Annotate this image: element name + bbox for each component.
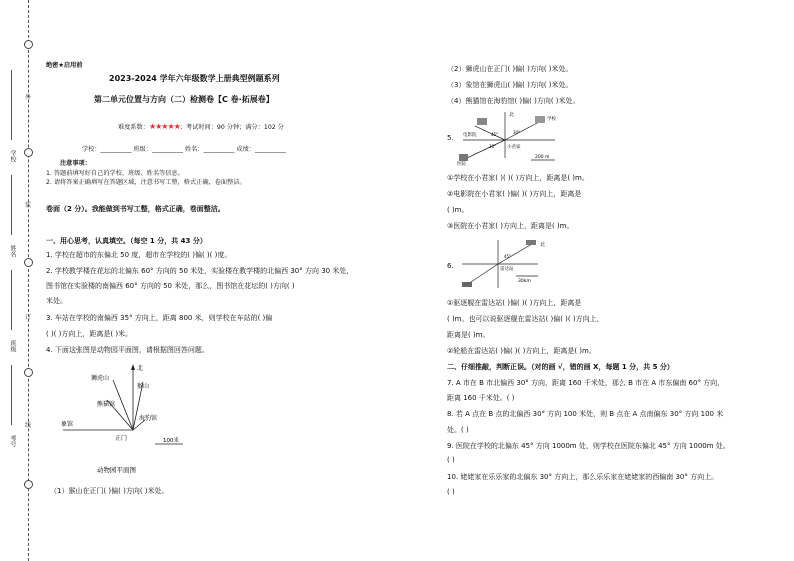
- note-item: 2. 请将答案正确填写在答题区域，注意书写工整，格式正确，卷面整洁。: [46, 179, 246, 186]
- question-6-2: ②轮船在雷达站( )偏( )( )方向上，距离是( )m。: [447, 347, 596, 355]
- gutter-field-line: [11, 365, 12, 425]
- gutter-char: 线: [25, 422, 32, 429]
- question-4-3: （3）象馆在狮虎山( )偏( )方向( )米处。: [447, 81, 573, 89]
- section-two-title: 二、仔细推敲，判断正误。（对的画 √，错的画 X，每题 1 分，共 5 分）: [447, 363, 674, 371]
- question-9-line1: 9. 医院在学校的北偏东 45° 方向 1000m 处，则学校在医院东偏北 45° 方向 1000m 处。: [447, 442, 730, 450]
- map5-north-label: 北: [509, 112, 515, 118]
- question-2-line2: 图书馆在实验楼的南偏西 60° 方向的 50 米处，那么，图书馆在花坛的( )方向( ): [46, 282, 295, 290]
- question-6-1-line3: 距离是( )m。: [447, 331, 490, 339]
- question-6-number: 6.: [447, 262, 454, 270]
- question-5-number: 5.: [447, 134, 454, 142]
- gutter-circle: [24, 148, 33, 157]
- question-7-line2: 距离 160 千米处。( ): [447, 394, 515, 402]
- question-10-line2: ( ): [447, 488, 455, 496]
- question-3-line1: 3. 车站在学校的南偏西 35° 方向上，距离 800 米，则学校在车站的( )偏: [46, 314, 273, 322]
- hospital-icon: [459, 154, 468, 161]
- question-5-2-line1: ②电影院在小君家( )偏( )( )方向上，距离是: [447, 190, 582, 198]
- gutter-char: 装: [25, 202, 32, 209]
- question-3-line2: ( )( )方向上，距离是( )米。: [46, 330, 133, 338]
- gutter-label: 班级: [9, 340, 16, 352]
- question-5-2-line2: ( )m。: [447, 206, 469, 214]
- map6-radar-label: 雷达站: [500, 267, 514, 272]
- map-6-diagram: [458, 236, 548, 294]
- destroyer-icon: [526, 240, 536, 245]
- gutter-label: 姓名: [9, 245, 16, 257]
- school-ray: [505, 122, 539, 140]
- cinema-ray: [475, 126, 505, 140]
- gutter-label: 考号: [9, 435, 16, 447]
- question-1: 1. 学校在超市的东偏北 50 度，超市在学校的( )偏( )( )度。: [46, 251, 232, 259]
- map5-angle: 30°: [489, 144, 497, 149]
- note-item: 1. 答题前填写好自己的学校、班级、姓名等信息。: [46, 170, 184, 177]
- question-2-line3: 米处。: [46, 297, 67, 305]
- school-icon: [535, 116, 545, 123]
- question-10-line1: 10. 姥姥家在乐乐家的北偏东 30° 方向上，那么乐乐家在姥姥家的西偏南 30° 方向上。: [447, 473, 719, 481]
- hospital-ray: [467, 140, 505, 158]
- zoo-panda-label: 熊猫馆: [97, 401, 116, 408]
- secret-mark: 绝密★启用前: [46, 62, 83, 69]
- ship-ray: [468, 264, 498, 284]
- gutter-field-line: [11, 175, 12, 235]
- gutter-char: 外: [25, 94, 32, 101]
- question-5-3: ③医院在小君家( )方向上，距离是( )m。: [447, 222, 574, 230]
- gutter-char: 订: [25, 314, 32, 321]
- map-5-diagram: [455, 108, 565, 166]
- map5-angle: 30°: [513, 130, 521, 135]
- zoo-caption: 动物园平面图: [97, 466, 136, 474]
- question-6-1-line1: ①驱逐舰在雷达站( )偏( )( )方向上，距离是: [447, 299, 582, 307]
- zoo-monkey-label: 猴山: [137, 383, 150, 390]
- student-info-line: 学校：__________ 班级：__________ 姓名：__________ 成绩：__________: [82, 146, 286, 153]
- difficulty-line: [118, 122, 284, 131]
- question-5-1: ①学校在小君家( )( )( )方向上，距离是( )m。: [447, 174, 589, 182]
- difficulty-label: 难度系数：: [118, 124, 149, 131]
- lion-ray: [113, 380, 133, 430]
- question-4-4: （4）熊猫馆在海豹馆( )偏( )方向( )米处。: [447, 97, 580, 105]
- map5-hospital-label: 医院: [457, 162, 466, 166]
- gutter-field-line: [11, 270, 12, 330]
- zoo-seal-label: 海豹馆: [139, 415, 158, 422]
- zoo-map-diagram: [55, 360, 205, 478]
- zoo-scale-label: 100米: [163, 438, 179, 444]
- question-4-2: （2）狮虎山在正门( )偏( )方向( )米处。: [447, 65, 573, 73]
- zoo-lion-label: 狮虎山: [91, 375, 110, 382]
- map6-scale-label: 30km: [518, 279, 531, 284]
- question-4-1: （1）猴山在正门( )偏( )方向( )米处。: [50, 487, 169, 495]
- map5-angle: 45°: [491, 132, 499, 137]
- map5-cinema-label: 电影院: [463, 133, 477, 138]
- map5-home-label: 小君家: [507, 145, 521, 150]
- neatness-line: 卷面（2 分）。我能做到书写工整，格式正确，卷面整洁。: [46, 205, 225, 213]
- cinema-icon: [477, 118, 487, 125]
- difficulty-stars: ★★★★★: [148, 122, 180, 131]
- notes-title: 注意事项：: [60, 160, 91, 167]
- gutter-circle: [24, 258, 33, 267]
- zoo-elephant-label: 象馆: [61, 421, 74, 428]
- question-8-line1: 8. 若 A 点在 B 点的北偏西 30° 方向 100 米处，则 B 点在 A 点南偏东 30° 方向 100 米: [447, 410, 724, 418]
- map5-school-label: 学校: [547, 117, 556, 122]
- map5-scale-label: 200 m: [535, 155, 550, 160]
- page-subtitle: 第二单元位置与方向（二）检测卷【C 卷·拓展卷】: [94, 95, 274, 104]
- map6-north-label: 北: [540, 242, 546, 248]
- section-one-title: 一、用心思考，认真填空。（每空 1 分，共 43 分）: [46, 237, 207, 245]
- question-6-1-line2: ( )m。也可以说驱逐舰在雷达站( )偏( )( )方向上，: [447, 315, 604, 323]
- exam-meta: ；考试时间：90 分钟；满分：102 分: [179, 124, 284, 131]
- ship-icon: [462, 282, 472, 287]
- gutter-field-line: [11, 70, 12, 140]
- gutter-circle: [24, 40, 33, 49]
- gutter-circle: [24, 368, 33, 377]
- question-7-line1: 7. A 市在 B 市北偏西 30° 方向，距离 160 千米处，那么 B 市在 A 市东偏南 60° 方向，: [447, 379, 725, 387]
- question-4: 4. 下面这张图是动物园平面图，请根据图回答问题。: [46, 346, 209, 354]
- page-title: 2023-2024 学年六年级数学上册典型例题系列: [109, 74, 280, 83]
- question-8-line2: 处。( ): [447, 426, 469, 434]
- map6-angle: 45°: [504, 254, 512, 259]
- gutter-circle: [24, 480, 33, 489]
- question-2-line1: 2. 学校教学楼在花坛的北偏东 60° 方向的 50 米处，实验楼在教学楼的北偏西 30° 方向 30 米处，: [46, 267, 354, 275]
- question-9-line2: ( ): [447, 456, 455, 464]
- gutter-label: 学校: [9, 150, 16, 162]
- north-arrow-icon: [131, 364, 135, 370]
- binding-dashed-line: [28, 0, 29, 561]
- zoo-gate-label: 正门: [115, 435, 128, 442]
- zoo-north-label: 北: [137, 365, 144, 372]
